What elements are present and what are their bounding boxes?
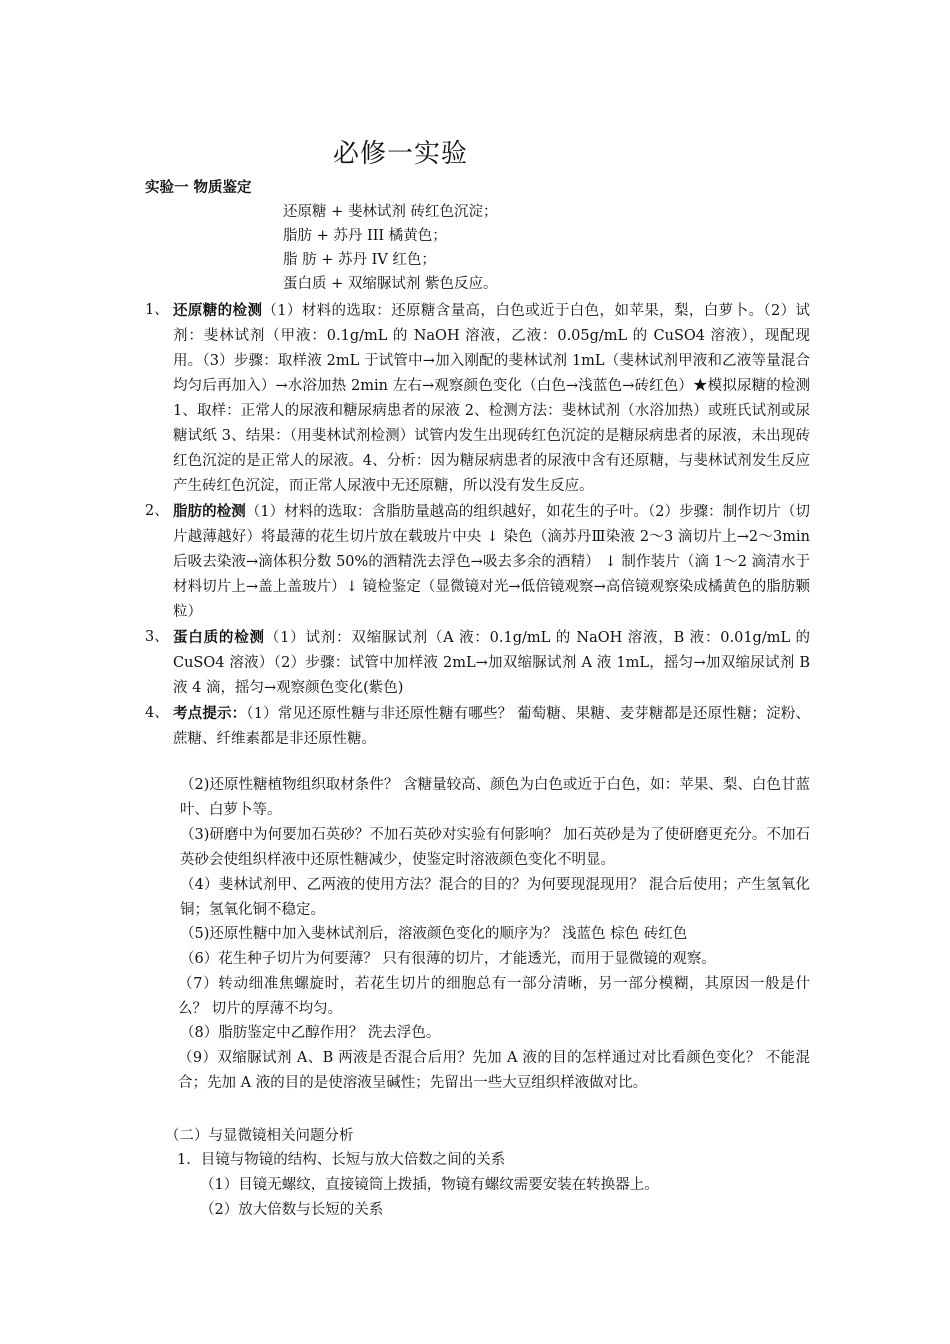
experiment-heading: 实验一 物质鉴定 (145, 179, 252, 196)
item-title: 考点提示： (173, 705, 247, 722)
item-title: 脂肪的检测 (173, 503, 246, 520)
reaction-line: 还原糖 + 斐林试剂 砖红色沉淀； (283, 204, 498, 220)
numbered-items (145, 298, 810, 752)
item-number: 1、 (145, 302, 169, 318)
list-item (145, 499, 810, 625)
item-text: （1）常见还原性糖与非还原性糖有哪些？ 葡萄糖、果糖、麦芽糖都是还原性糖；淀粉、蔗糖、纤维素都是非还原性糖。 (173, 706, 810, 747)
paragraph: （1）目镜无螺纹，直接镜筒上拨插，物镜有螺纹需要安装在转换器上。 (200, 1177, 659, 1193)
section-heading: （二）与显微镜相关问题分析 (165, 1128, 354, 1144)
item-text: （1）材料的选取：含脂肪量越高的组织越好，如花生的子叶。（2）步骤：制作切片（切片越薄越好）将最薄的花生切片放在载玻片中央 ↓ 染色（滴苏丹Ⅲ染液 2～3 滴切片上→2～3min 后吸去染液→滴体积分数 50%的酒精洗去浮色→吸去多余的酒精） ↓ 制作装片（滴 1～2 滴清水于材料切片上→盖上盖玻片）↓ 镜检鉴定（显微镜对光→低倍镜观察→高倍镜观察染成橘黄色的脂肪颗粒） (173, 504, 810, 620)
tip-paragraph: （2)还原性糖植物组织取材条件？ 含糖量较高、颜色为白色或近于白色，如：苹果、梨、白色甘蓝叶、白萝卜等。 (180, 777, 810, 818)
tip-paragraph: （6）花生种子切片为何要薄？ 只有很薄的切片，才能透光，而用于显微镜的观察。 (180, 951, 716, 967)
list-item (145, 298, 810, 499)
reaction-line: 蛋白质 + 双缩脲试剂 紫色反应。 (283, 276, 498, 292)
list-item (145, 625, 810, 701)
item-title: 还原糖的检测 (173, 302, 263, 319)
tip-paragraph: （9）双缩脲试剂 A、B 两液是否混合后用？先加 A 液的目的怎样通过对比看颜色变化？ 不能混合；先加 A 液的目的是使溶液呈碱性；先留出一些大豆组织样液做对比。 (178, 1050, 810, 1091)
reaction-line: 脂肪 + 苏丹 III 橘黄色； (283, 228, 447, 244)
item-text: （1）材料的选取：还原糖含量高，白色或近于白色，如苹果，梨，白萝卜。（2）试剂：斐林试剂（甲液：0.1g/mL 的 NaOH 溶液，乙液：0.05g/mL 的 CuSO4 溶液），现配现用。（3）步骤：取样液 2mL 于试管中→加入刚配的斐林试剂 1mL（斐林试剂甲液和乙液等量混合均匀后再加入）→水浴加热 2min 左右→观察颜色变化（白色→浅蓝色→砖红色）★模拟尿糖的检测 1、取样：正常人的尿液和糖尿病患者的尿液 2、检测方法：斐林试剂（水浴加热）或班氏试剂或尿糖试纸 3、结果：（用斐林试剂检测）试管内发生出现砖红色沉淀的是糖尿病患者的尿液，未出现砖红色沉淀的是正常人的尿液。4、分析：因为糖尿病患者的尿液中含有还原糖，与斐林试剂发生反应产生砖红色沉淀，而正常人尿液中无还原糖，所以没有发生反应。 (173, 303, 811, 494)
item-title: 蛋白质的检测 (173, 629, 265, 646)
item-text: （1）试剂：双缩脲试剂（A 液：0.1g/mL 的 NaOH 溶液，B 液：0.01g/mL 的 CuSO4 溶液）（2）步骤：试管中加样液 2mL→加双缩脲试剂 A 液 1mL，摇匀→加双缩尿试剂 B 液 4 滴，摇匀→观察颜色变化(紫色) (173, 630, 811, 696)
page-title: 必修一实验 (333, 139, 469, 169)
reaction-list (283, 200, 497, 296)
paragraph: （2）放大倍数与长短的关系 (200, 1202, 384, 1218)
subsection-heading: 1．目镜与物镜的结构、长短与放大倍数之间的关系 (177, 1152, 506, 1168)
list-item (145, 701, 810, 752)
reaction-line: 脂 肪 + 苏丹 IV 红色； (283, 252, 436, 268)
tip-paragraph: （3)研磨中为何要加石英砂？不加石英砂对实验有何影响？ 加石英砂是为了使研磨更充分。不加石英砂会使组织样液中还原性糖减少，使鉴定时溶液颜色变化不明显。 (180, 827, 810, 868)
item-number: 4、 (145, 705, 169, 721)
item-number: 2、 (145, 503, 169, 519)
tip-paragraph: （8）脂肪鉴定中乙醇作用？ 洗去浮色。 (180, 1025, 441, 1041)
tip-paragraph: （5)还原性糖中加入斐林试剂后，溶液颜色变化的顺序为？ 浅蓝色 棕色 砖红色 (180, 926, 688, 942)
item-number: 3、 (145, 629, 169, 645)
tip-paragraph: （7）转动细准焦螺旋时，若花生切片的细胞总有一部分清晰，另一部分模糊，其原因一般是什么？ 切片的厚薄不均匀。 (178, 976, 810, 1017)
tip-paragraph: （4）斐林试剂甲、乙两液的使用方法？混合的目的？为何要现混现用？ 混合后使用；产生氢氧化铜；氢氧化铜不稳定。 (180, 877, 810, 918)
